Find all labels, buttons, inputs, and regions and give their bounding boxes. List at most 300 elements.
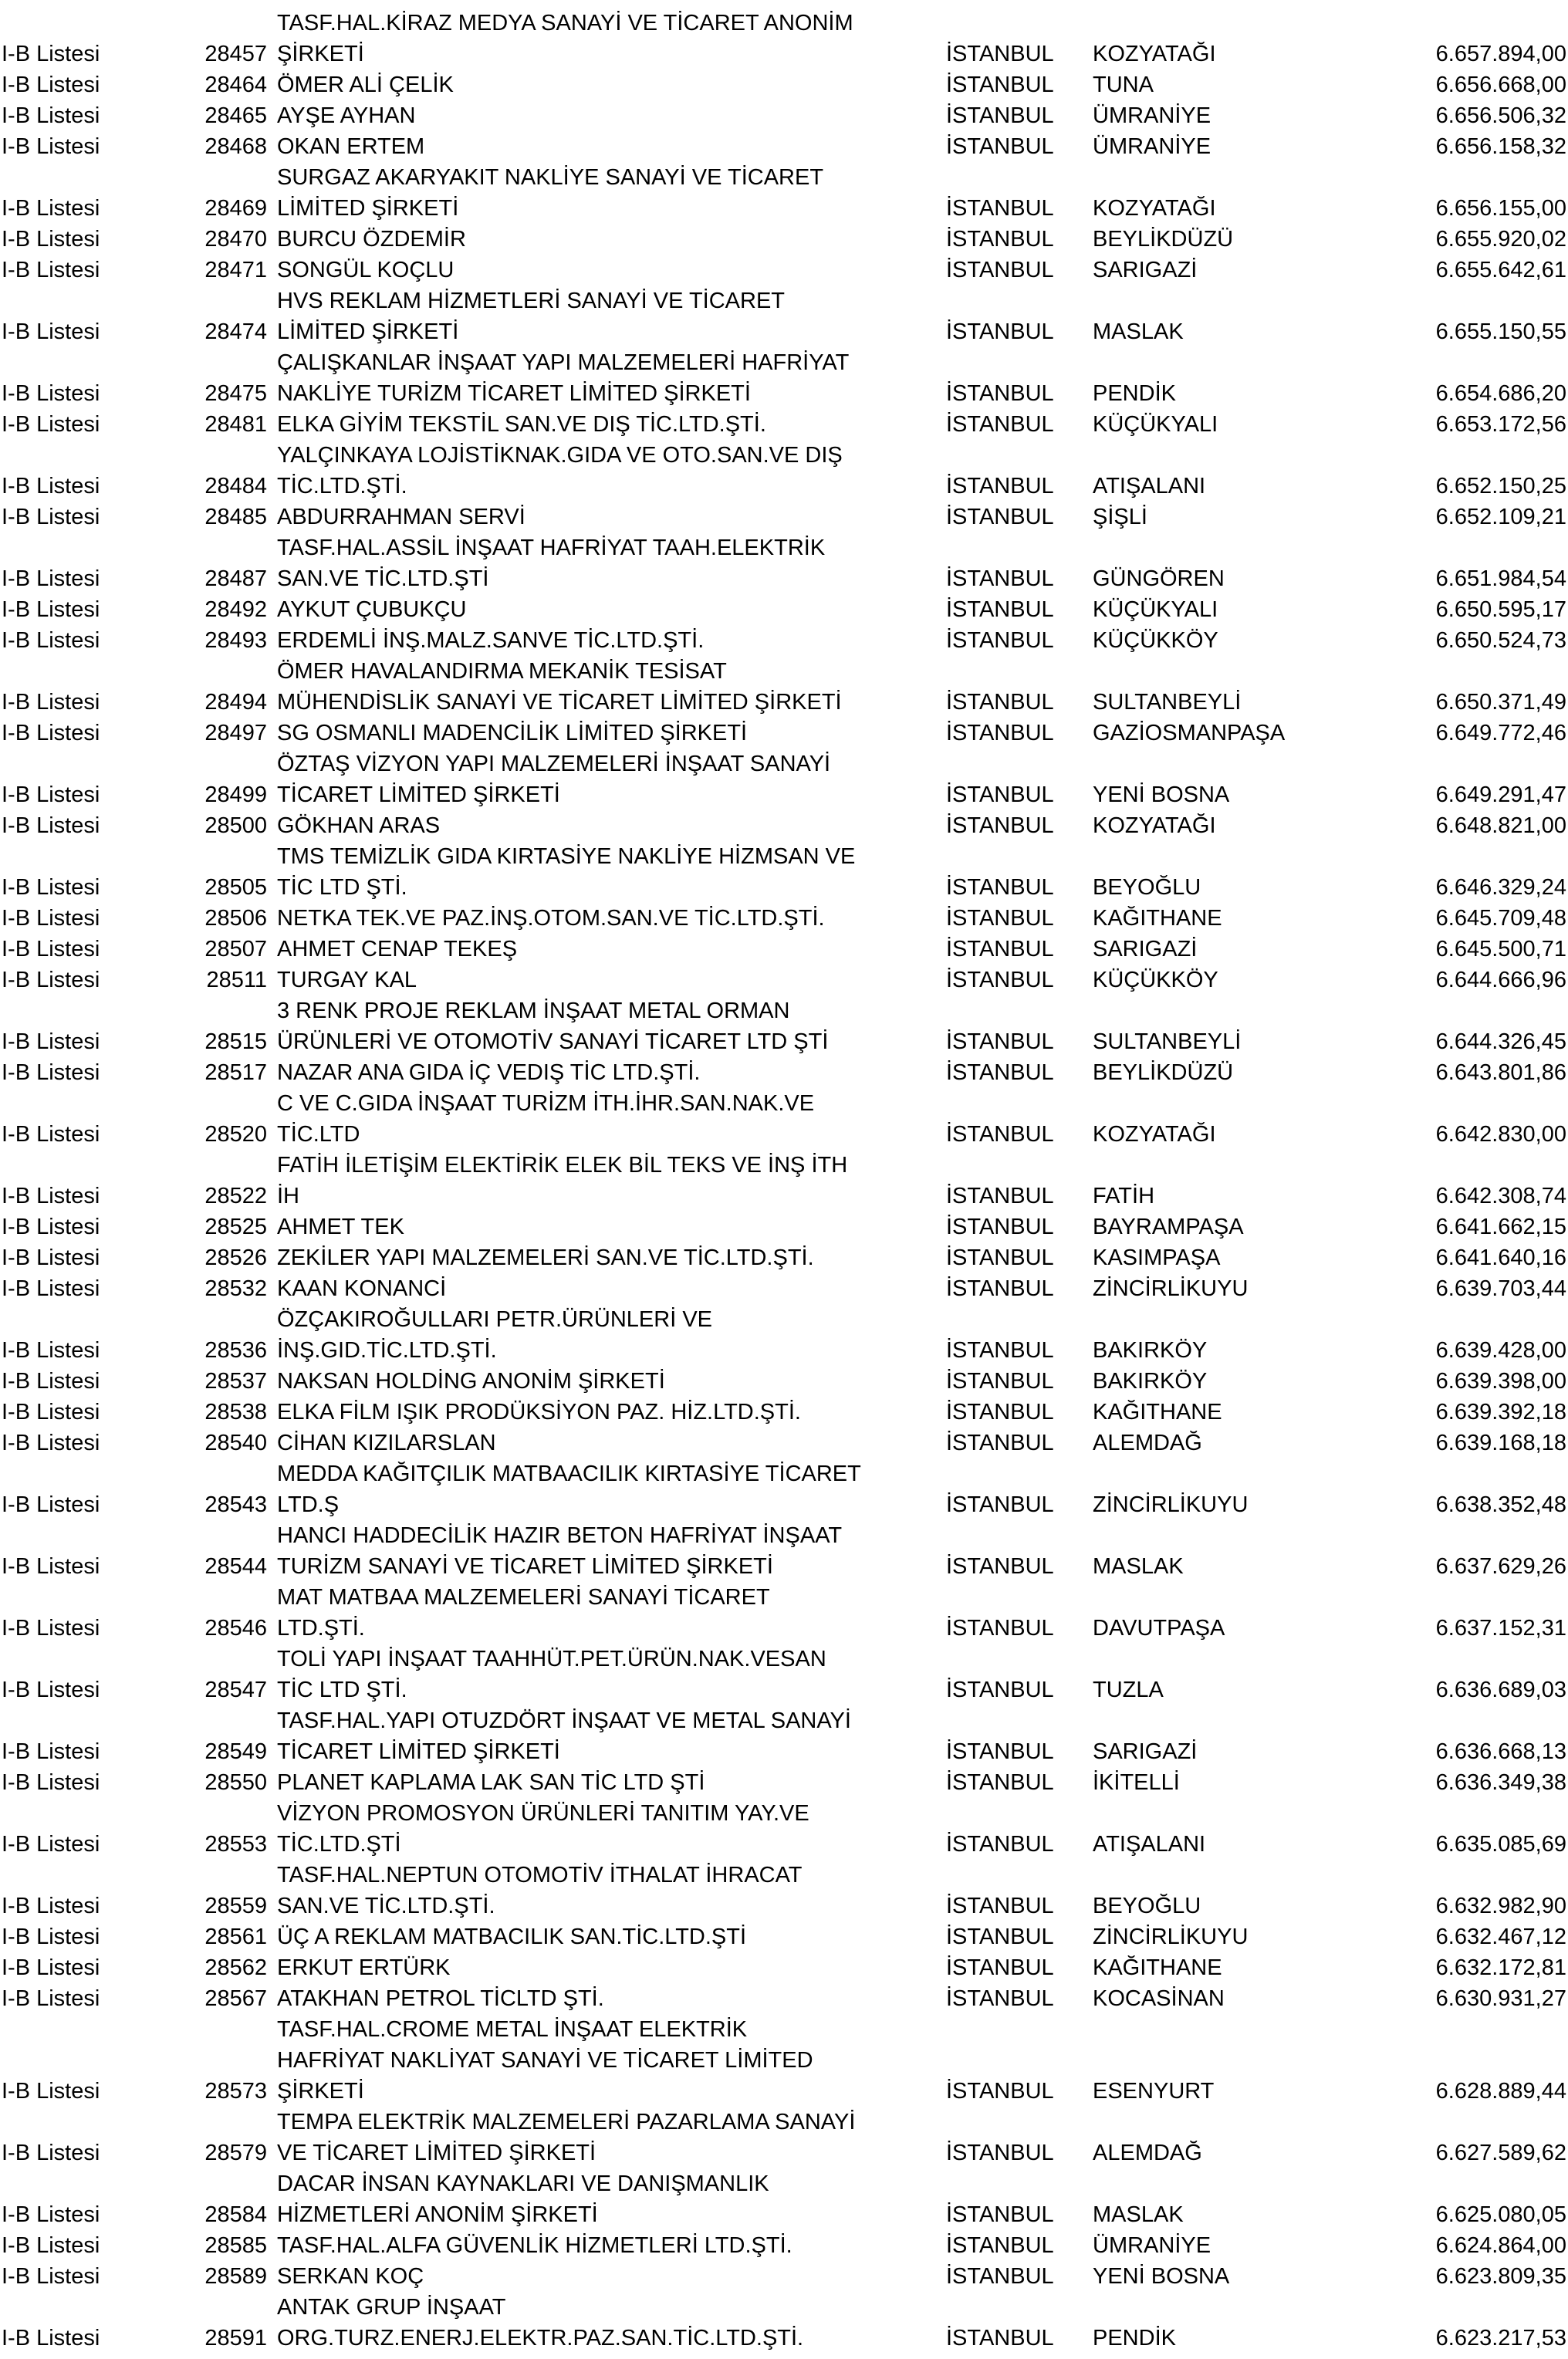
- record-number: 28550: [204, 1770, 267, 1795]
- company-name-line: NAZAR ANA GIDA İÇ VEDIŞ TİC LTD.ŞTİ.: [277, 1060, 701, 1085]
- amount: 6.649.291,47: [1435, 782, 1566, 807]
- amount: 6.652.109,21: [1435, 505, 1566, 529]
- city: İSTANBUL: [946, 1369, 1054, 1394]
- table-row: [0, 255, 1568, 286]
- record-number: 28457: [204, 42, 267, 66]
- table-row-continuation: [0, 1798, 1568, 1829]
- company-name-line: NETKA TEK.VE PAZ.İNŞ.OTOM.SAN.VE TİC.LTD.ŞTİ.: [277, 906, 825, 931]
- record-number: 28579: [204, 2141, 267, 2165]
- list-label: I-B Listesi: [2, 1492, 100, 1517]
- record-number: 28484: [204, 474, 267, 498]
- amount: 6.636.668,13: [1435, 1739, 1566, 1764]
- company-name-line: SERKAN KOÇ: [277, 2264, 424, 2289]
- city: İSTANBUL: [946, 1029, 1054, 1054]
- table-row: [0, 1952, 1568, 1983]
- company-name-line: HVS REKLAM HİZMETLERİ SANAYİ VE TİCARET: [277, 289, 786, 313]
- record-number: 28553: [204, 1832, 267, 1857]
- city: İSTANBUL: [946, 1832, 1054, 1857]
- table-row: [0, 2138, 1568, 2168]
- table-row-continuation: [0, 1644, 1568, 1675]
- company-name-line: TASF.HAL.NEPTUN OTOMOTİV İTHALAT İHRACAT: [277, 1863, 803, 1888]
- list-label: I-B Listesi: [2, 1215, 100, 1239]
- record-number: 28468: [204, 134, 267, 159]
- city: İSTANBUL: [946, 597, 1054, 622]
- record-number: 28474: [204, 319, 267, 344]
- record-number: 28543: [204, 1492, 267, 1517]
- table-row-continuation: [0, 2292, 1568, 2323]
- amount: 6.623.217,53: [1435, 2326, 1566, 2351]
- list-label: I-B Listesi: [2, 1245, 100, 1270]
- table-row: [0, 1736, 1568, 1767]
- table-row: [0, 1212, 1568, 1242]
- list-label: I-B Listesi: [2, 906, 100, 931]
- city: İSTANBUL: [946, 2233, 1054, 2258]
- table-row: [0, 1026, 1568, 1057]
- table-row: [0, 471, 1568, 502]
- district: KÜÇÜKYALI: [1093, 412, 1218, 437]
- list-label: I-B Listesi: [2, 1369, 100, 1394]
- company-name-line: NAKLİYE TURİZM TİCARET LİMİTED ŞİRKETİ: [277, 381, 751, 406]
- table-row-continuation: [0, 2045, 1568, 2076]
- table-row: [0, 1273, 1568, 1304]
- table-row-continuation: [0, 1582, 1568, 1613]
- district: KOZYATAĞI: [1093, 196, 1216, 221]
- record-number: 28500: [204, 813, 267, 838]
- table-row-continuation: [0, 8, 1568, 39]
- company-name-line: TİC LTD ŞTİ.: [277, 1678, 407, 1702]
- record-number: 28546: [204, 1616, 267, 1641]
- table-row: [0, 1921, 1568, 1952]
- amount: 6.650.371,49: [1435, 690, 1566, 715]
- record-number: 28485: [204, 505, 267, 529]
- amount: 6.648.821,00: [1435, 813, 1566, 838]
- table-row: [0, 2323, 1568, 2354]
- company-name-line: ŞİRKETİ: [277, 2079, 364, 2104]
- table-row-continuation: [0, 2014, 1568, 2045]
- city: İSTANBUL: [946, 1770, 1054, 1795]
- record-number: 28573: [204, 2079, 267, 2104]
- list-label: I-B Listesi: [2, 103, 100, 128]
- list-label: I-B Listesi: [2, 196, 100, 221]
- company-name-line: İH: [277, 1184, 299, 1208]
- amount: 6.650.595,17: [1435, 597, 1566, 622]
- company-name-line: AHMET CENAP TEKEŞ: [277, 937, 518, 962]
- company-name-line: MEDDA KAĞITÇILIK MATBAACILIK KIRTASİYE TİCARET: [277, 1462, 861, 1486]
- district: KOZYATAĞI: [1093, 42, 1216, 66]
- amount: 6.651.984,54: [1435, 566, 1566, 591]
- district: BAKIRKÖY: [1093, 1369, 1208, 1394]
- company-name-line: TOLİ YAPI İNŞAAT TAAHHÜT.PET.ÜRÜN.NAK.VESAN: [277, 1647, 826, 1671]
- district: ALEMDAĞ: [1093, 2141, 1202, 2165]
- district: ÜMRANİYE: [1093, 103, 1211, 128]
- list-label: I-B Listesi: [2, 968, 100, 992]
- table-row: [0, 563, 1568, 594]
- amount: 6.635.085,69: [1435, 1832, 1566, 1857]
- table-row: [0, 1829, 1568, 1860]
- table-row: [0, 224, 1568, 255]
- city: İSTANBUL: [946, 196, 1054, 221]
- company-name-line: SAN.VE TİC.LTD.ŞTİ.: [277, 1894, 495, 1918]
- table-row: [0, 378, 1568, 409]
- district: BEYLİKDÜZÜ: [1093, 1060, 1234, 1085]
- district: ÜMRANİYE: [1093, 2233, 1211, 2258]
- amount: 6.656.158,32: [1435, 134, 1566, 159]
- city: İSTANBUL: [946, 2326, 1054, 2351]
- table-row: [0, 193, 1568, 224]
- list-label: I-B Listesi: [2, 1122, 100, 1147]
- city: İSTANBUL: [946, 1431, 1054, 1455]
- city: İSTANBUL: [946, 134, 1054, 159]
- amount: 6.655.920,02: [1435, 227, 1566, 252]
- table-row: [0, 39, 1568, 69]
- company-name-line: ERDEMLİ İNŞ.MALZ.SANVE TİC.LTD.ŞTİ.: [277, 628, 705, 653]
- table-row: [0, 316, 1568, 347]
- district: BAYRAMPAŞA: [1093, 1215, 1244, 1239]
- company-name-line: TMS TEMİZLİK GIDA KIRTASİYE NAKLİYE HİZMSAN VE: [277, 844, 856, 869]
- amount: 6.632.172,81: [1435, 1955, 1566, 1980]
- company-name-line: MAT MATBAA MALZEMELERİ SANAYİ TİCARET: [277, 1585, 770, 1610]
- record-number: 28517: [204, 1060, 267, 1085]
- table-row-continuation: [0, 1860, 1568, 1891]
- table-row-continuation: [0, 1150, 1568, 1181]
- table-row-continuation: [0, 841, 1568, 872]
- district: SARIGAZİ: [1093, 1739, 1198, 1764]
- city: İSTANBUL: [946, 258, 1054, 282]
- city: İSTANBUL: [946, 1276, 1054, 1301]
- city: İSTANBUL: [946, 1060, 1054, 1085]
- table-row: [0, 131, 1568, 162]
- amount: 6.652.150,25: [1435, 474, 1566, 498]
- city: İSTANBUL: [946, 1122, 1054, 1147]
- list-label: I-B Listesi: [2, 566, 100, 591]
- district: İKİTELLİ: [1093, 1770, 1180, 1795]
- amount: 6.639.428,00: [1435, 1338, 1566, 1363]
- amount: 6.641.662,15: [1435, 1215, 1566, 1239]
- table-row: [0, 1551, 1568, 1582]
- company-name-line: SG OSMANLI MADENCİLİK LİMİTED ŞİRKETİ: [277, 721, 748, 745]
- company-name-line: TASF.HAL.CROME METAL İNŞAAT ELEKTRİK: [277, 2017, 748, 2042]
- company-name-line: ELKA GİYİM TEKSTİL SAN.VE DIŞ TİC.LTD.ŞTİ.: [277, 412, 766, 437]
- district: FATİH: [1093, 1184, 1155, 1208]
- list-label: I-B Listesi: [2, 1276, 100, 1301]
- table-row: [0, 69, 1568, 100]
- district: SARIGAZİ: [1093, 258, 1198, 282]
- company-name-line: ÇALIŞKANLAR İNŞAAT YAPI MALZEMELERİ HAFRİYAT: [277, 350, 850, 375]
- district: ALEMDAĞ: [1093, 1431, 1202, 1455]
- company-name-line: DACAR İNSAN KAYNAKLARI VE DANIŞMANLIK: [277, 2171, 769, 2196]
- table-row: [0, 1675, 1568, 1705]
- city: İSTANBUL: [946, 875, 1054, 900]
- table-row: [0, 810, 1568, 841]
- record-number: 28567: [204, 1986, 267, 2011]
- list-label: I-B Listesi: [2, 1832, 100, 1857]
- district: SULTANBEYLİ: [1093, 690, 1242, 715]
- amount: 6.632.982,90: [1435, 1894, 1566, 1918]
- company-name-line: KAAN KONANCİ: [277, 1276, 447, 1301]
- list-label: I-B Listesi: [2, 474, 100, 498]
- district: MASLAK: [1093, 319, 1184, 344]
- record-number: 28536: [204, 1338, 267, 1363]
- amount: 6.656.155,00: [1435, 196, 1566, 221]
- list-label: I-B Listesi: [2, 2202, 100, 2227]
- city: İSTANBUL: [946, 566, 1054, 591]
- list-label: I-B Listesi: [2, 381, 100, 406]
- table-row: [0, 625, 1568, 656]
- city: İSTANBUL: [946, 1986, 1054, 2011]
- city: İSTANBUL: [946, 319, 1054, 344]
- amount: 6.649.772,46: [1435, 721, 1566, 745]
- amount: 6.642.830,00: [1435, 1122, 1566, 1147]
- company-name-line: ÜÇ A REKLAM MATBACILIK SAN.TİC.LTD.ŞTİ: [277, 1925, 747, 1949]
- city: İSTANBUL: [946, 1554, 1054, 1579]
- record-number: 28487: [204, 566, 267, 591]
- city: İSTANBUL: [946, 906, 1054, 931]
- city: İSTANBUL: [946, 1925, 1054, 1949]
- district: KOCASİNAN: [1093, 1986, 1225, 2011]
- city: İSTANBUL: [946, 73, 1054, 97]
- district: BEYLİKDÜZÜ: [1093, 227, 1234, 252]
- amount: 6.639.392,18: [1435, 1400, 1566, 1425]
- company-name-line: ÖMER ALİ ÇELİK: [277, 73, 454, 97]
- city: İSTANBUL: [946, 1739, 1054, 1764]
- amount: 6.656.506,32: [1435, 103, 1566, 128]
- record-number: 28507: [204, 937, 267, 962]
- amount: 6.646.329,24: [1435, 875, 1566, 900]
- table-row-continuation: [0, 749, 1568, 779]
- city: İSTANBUL: [946, 1616, 1054, 1641]
- record-number: 28520: [204, 1122, 267, 1147]
- list-label: I-B Listesi: [2, 1400, 100, 1425]
- record-number: 28549: [204, 1739, 267, 1764]
- table-row: [0, 1767, 1568, 1798]
- city: İSTANBUL: [946, 1400, 1054, 1425]
- record-number: 28547: [204, 1678, 267, 1702]
- table-row-continuation: [0, 347, 1568, 378]
- city: İSTANBUL: [946, 937, 1054, 962]
- list-label: I-B Listesi: [2, 690, 100, 715]
- company-name-line: TİC.LTD.ŞTİ: [277, 1832, 401, 1857]
- city: İSTANBUL: [946, 505, 1054, 529]
- table-row-continuation: [0, 1705, 1568, 1736]
- amount: 6.627.589,62: [1435, 2141, 1566, 2165]
- company-name-line: AYŞE AYHAN: [277, 103, 416, 128]
- city: İSTANBUL: [946, 690, 1054, 715]
- table-row: [0, 903, 1568, 934]
- list-label: I-B Listesi: [2, 2079, 100, 2104]
- district: PENDİK: [1093, 2326, 1176, 2351]
- company-name-line: C VE C.GIDA İNŞAAT TURİZM İTH.İHR.SAN.NAK.VE: [277, 1091, 815, 1116]
- table-row-continuation: [0, 440, 1568, 471]
- table-row: [0, 1057, 1568, 1088]
- district: ZİNCİRLİKUYU: [1093, 1492, 1249, 1517]
- district: TUNA: [1093, 73, 1154, 97]
- list-label: I-B Listesi: [2, 1431, 100, 1455]
- record-number: 28525: [204, 1215, 267, 1239]
- company-name-line: İNŞ.GID.TİC.LTD.ŞTİ.: [277, 1338, 497, 1363]
- company-name-line: MÜHENDİSLİK SANAYİ VE TİCARET LİMİTED ŞİRKETİ: [277, 690, 842, 715]
- district: KAĞITHANE: [1093, 1955, 1222, 1980]
- district: ZİNCİRLİKUYU: [1093, 1276, 1249, 1301]
- list-label: I-B Listesi: [2, 721, 100, 745]
- company-name-line: VE TİCARET LİMİTED ŞİRKETİ: [277, 2141, 596, 2165]
- district: ESENYURT: [1093, 2079, 1215, 2104]
- company-name-line: TİCARET LİMİTED ŞİRKETİ: [277, 782, 560, 807]
- amount: 6.656.668,00: [1435, 73, 1566, 97]
- city: İSTANBUL: [946, 412, 1054, 437]
- amount: 6.642.308,74: [1435, 1184, 1566, 1208]
- company-name-line: TASF.HAL.KİRAZ MEDYA SANAYİ VE TİCARET ANONİM: [277, 11, 853, 35]
- district: BEYOĞLU: [1093, 875, 1201, 900]
- list-label: I-B Listesi: [2, 937, 100, 962]
- list-label: I-B Listesi: [2, 1616, 100, 1641]
- table-row-continuation: [0, 162, 1568, 193]
- table-row: [0, 1335, 1568, 1366]
- company-name-line: TASF.HAL.ALFA GÜVENLİK HİZMETLERİ LTD.ŞTİ.: [277, 2233, 792, 2258]
- table-row-continuation: [0, 995, 1568, 1026]
- company-name-line: GÖKHAN ARAS: [277, 813, 441, 838]
- city: İSTANBUL: [946, 1492, 1054, 1517]
- amount: 6.643.801,86: [1435, 1060, 1566, 1085]
- district: GÜNGÖREN: [1093, 566, 1225, 591]
- amount: 6.638.352,48: [1435, 1492, 1566, 1517]
- amount: 6.639.168,18: [1435, 1431, 1566, 1455]
- company-name-line: HANCI HADDECİLİK HAZIR BETON HAFRİYAT İNŞAAT: [277, 1523, 843, 1548]
- amount: 6.637.629,26: [1435, 1554, 1566, 1579]
- list-label: I-B Listesi: [2, 2264, 100, 2289]
- record-number: 28470: [204, 227, 267, 252]
- record-number: 28493: [204, 628, 267, 653]
- district: SARIGAZİ: [1093, 937, 1198, 962]
- table-row: [0, 2199, 1568, 2230]
- company-name-line: HAFRİYAT NAKLİYAT SANAYİ VE TİCARET LİMİTED: [277, 2048, 813, 2073]
- company-name-line: SAN.VE TİC.LTD.ŞTİ: [277, 566, 489, 591]
- record-number: 28499: [204, 782, 267, 807]
- table-row: [0, 2076, 1568, 2107]
- city: İSTANBUL: [946, 1184, 1054, 1208]
- record-number: 28497: [204, 721, 267, 745]
- company-name-line: OKAN ERTEM: [277, 134, 425, 159]
- company-name-line: AHMET TEK: [277, 1215, 404, 1239]
- list-label: I-B Listesi: [2, 412, 100, 437]
- list-label: I-B Listesi: [2, 597, 100, 622]
- list-label: I-B Listesi: [2, 2233, 100, 2258]
- record-number: 28544: [204, 1554, 267, 1579]
- list-label: I-B Listesi: [2, 2141, 100, 2165]
- table-row-continuation: [0, 1088, 1568, 1119]
- table-row: [0, 594, 1568, 625]
- district: PENDİK: [1093, 381, 1176, 406]
- city: İSTANBUL: [946, 782, 1054, 807]
- company-name-line: TASF.HAL.ASSİL İNŞAAT HAFRİYAT TAAH.ELEKTRİK: [277, 536, 826, 560]
- city: İSTANBUL: [946, 1245, 1054, 1270]
- table-row-continuation: [0, 1520, 1568, 1551]
- table-row: [0, 1119, 1568, 1150]
- company-name-line: FATİH İLETİŞİM ELEKTİRİK ELEK BİL TEKS VE İNŞ İTH: [277, 1153, 848, 1178]
- list-label: I-B Listesi: [2, 505, 100, 529]
- list-label: I-B Listesi: [2, 875, 100, 900]
- district: ATIŞALANI: [1093, 474, 1206, 498]
- district: KÜÇÜKYALI: [1093, 597, 1218, 622]
- list-label: I-B Listesi: [2, 782, 100, 807]
- company-name-line: ELKA FİLM IŞIK PRODÜKSİYON PAZ. HİZ.LTD.ŞTİ.: [277, 1400, 801, 1425]
- record-number: 28562: [204, 1955, 267, 1980]
- list-label: I-B Listesi: [2, 1060, 100, 1085]
- amount: 6.644.326,45: [1435, 1029, 1566, 1054]
- table-row: [0, 1242, 1568, 1273]
- table-row: [0, 100, 1568, 131]
- company-name-line: SURGAZ AKARYAKIT NAKLİYE SANAYİ VE TİCARET: [277, 165, 824, 190]
- city: İSTANBUL: [946, 968, 1054, 992]
- table-row: [0, 1428, 1568, 1458]
- company-name-line: TASF.HAL.YAPI OTUZDÖRT İNŞAAT VE METAL SANAYİ: [277, 1708, 851, 1733]
- record-number: 28589: [204, 2264, 267, 2289]
- table-row: [0, 687, 1568, 718]
- district: KASIMPAŞA: [1093, 1245, 1221, 1270]
- district: BEYOĞLU: [1093, 1894, 1201, 1918]
- district: KOZYATAĞI: [1093, 813, 1216, 838]
- city: İSTANBUL: [946, 103, 1054, 128]
- company-name-line: TEMPA ELEKTRİK MALZEMELERİ PAZARLAMA SANAYİ: [277, 2110, 856, 2134]
- amount: 6.632.467,12: [1435, 1925, 1566, 1949]
- company-name-line: LİMİTED ŞİRKETİ: [277, 319, 459, 344]
- city: İSTANBUL: [946, 1338, 1054, 1363]
- company-name-line: TİCARET LİMİTED ŞİRKETİ: [277, 1739, 560, 1764]
- company-name-line: ABDURRAHMAN SERVİ: [277, 505, 525, 529]
- city: İSTANBUL: [946, 474, 1054, 498]
- district: GAZİOSMANPAŞA: [1093, 721, 1286, 745]
- amount: 6.639.398,00: [1435, 1369, 1566, 1394]
- district: KÜÇÜKKÖY: [1093, 628, 1218, 653]
- table-row: [0, 934, 1568, 965]
- table-row: [0, 2261, 1568, 2292]
- company-name-line: SONGÜL KOÇLU: [277, 258, 455, 282]
- company-name-line: VİZYON PROMOSYON ÜRÜNLERİ TANITIM YAY.VE: [277, 1801, 809, 1826]
- list-label: I-B Listesi: [2, 73, 100, 97]
- table-row: [0, 872, 1568, 903]
- city: İSTANBUL: [946, 721, 1054, 745]
- amount: 6.645.709,48: [1435, 906, 1566, 931]
- district: YENİ BOSNA: [1093, 782, 1230, 807]
- list-label: I-B Listesi: [2, 1955, 100, 1980]
- city: İSTANBUL: [946, 381, 1054, 406]
- district: KAĞITHANE: [1093, 906, 1222, 931]
- table-row: [0, 779, 1568, 810]
- amount: 6.625.080,05: [1435, 2202, 1566, 2227]
- amount: 6.655.150,55: [1435, 319, 1566, 344]
- company-name-line: ZEKİLER YAPI MALZEMELERİ SAN.VE TİC.LTD.ŞTİ.: [277, 1245, 814, 1270]
- amount: 6.657.894,00: [1435, 42, 1566, 66]
- amount: 6.653.172,56: [1435, 412, 1566, 437]
- amount: 6.655.642,61: [1435, 258, 1566, 282]
- list-label: I-B Listesi: [2, 1184, 100, 1208]
- district: DAVUTPAŞA: [1093, 1616, 1225, 1641]
- record-number: 28584: [204, 2202, 267, 2227]
- city: İSTANBUL: [946, 227, 1054, 252]
- company-name-line: NAKSAN HOLDİNG ANONİM ŞİRKETİ: [277, 1369, 665, 1394]
- city: İSTANBUL: [946, 2264, 1054, 2289]
- amount: 6.644.666,96: [1435, 968, 1566, 992]
- city: İSTANBUL: [946, 813, 1054, 838]
- table-row-continuation: [0, 1304, 1568, 1335]
- table-row: [0, 1489, 1568, 1520]
- city: İSTANBUL: [946, 628, 1054, 653]
- record-number: 28561: [204, 1925, 267, 1949]
- amount: 6.630.931,27: [1435, 1986, 1566, 2011]
- record-number: 28585: [204, 2233, 267, 2258]
- table-row: [0, 1366, 1568, 1397]
- city: İSTANBUL: [946, 1894, 1054, 1918]
- table-row: [0, 1983, 1568, 2014]
